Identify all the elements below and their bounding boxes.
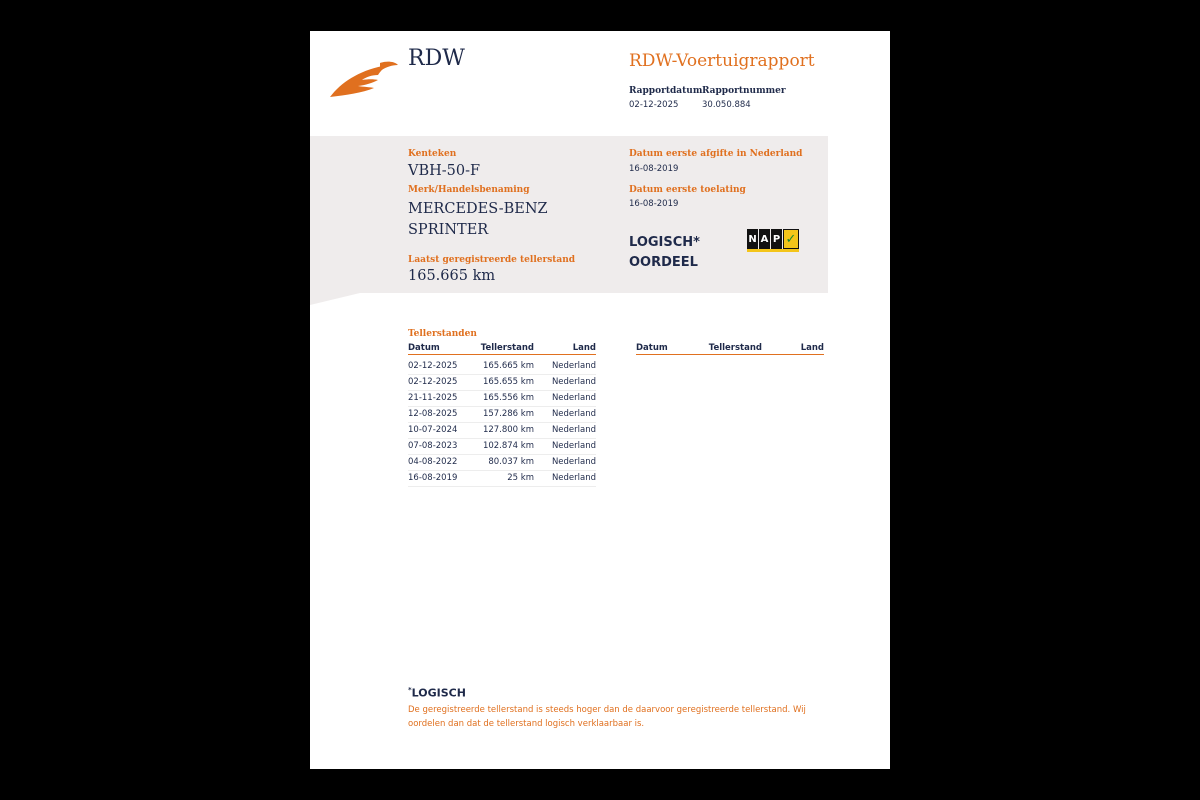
column-header-date: Datum — [408, 343, 440, 353]
reading-country: Nederland — [551, 473, 596, 483]
brand-name: RDW — [408, 46, 465, 71]
brand-label: Merk/Handelsbenaming — [408, 185, 530, 195]
footnote-marker: * — [408, 686, 412, 694]
nap-letter-n: N — [747, 229, 758, 249]
reading-odometer: 102.874 km — [482, 441, 534, 451]
column-header-country: Land — [572, 343, 596, 353]
table-row — [408, 423, 596, 439]
reading-date: 21-11-2025 — [408, 393, 458, 403]
reading-country: Nederland — [551, 393, 596, 403]
checkmark-icon: ✓ — [783, 229, 799, 249]
first-issue-value: 16-08-2019 — [629, 164, 679, 174]
table-header — [408, 343, 596, 355]
report-date-label: Rapportdatum — [629, 86, 703, 96]
report-date: 02-12-2025 — [629, 100, 679, 110]
reading-odometer: 165.665 km — [482, 361, 534, 371]
table-row — [408, 391, 596, 407]
brand-line-2: SPRINTER — [408, 222, 489, 238]
column-header-date: Datum — [636, 343, 668, 353]
first-admission-label: Datum eerste toelating — [629, 185, 746, 195]
nap-logo — [747, 229, 799, 252]
brand-line-1: MERCEDES-BENZ — [408, 201, 548, 217]
readings-table-left — [408, 343, 596, 487]
reading-odometer: 157.286 km — [482, 409, 534, 419]
reading-country: Nederland — [551, 425, 596, 435]
readings-section-title: Tellerstanden — [408, 329, 477, 339]
rdw-logo-icon — [328, 59, 400, 99]
reading-date: 12-08-2025 — [408, 409, 458, 419]
footnote-text: De geregistreerde tellerstand is steeds hoger dan de daarvoor geregistreerde tellerstand. Wij oordelen dan dat de tellerstand logisch verklaarbaar is. — [408, 705, 806, 729]
report-number: 30.050.884 — [702, 100, 751, 110]
reading-country: Nederland — [551, 409, 596, 419]
reading-date: 16-08-2019 — [408, 473, 458, 483]
reading-odometer: 165.655 km — [482, 377, 534, 387]
first-issue-label: Datum eerste afgifte in Nederland — [629, 149, 803, 159]
footnote-title-text: LOGISCH — [411, 686, 466, 700]
nap-letter-p: P — [771, 229, 782, 249]
column-header-country: Land — [800, 343, 824, 353]
reading-odometer: 25 km — [507, 473, 534, 483]
table-row — [408, 455, 596, 471]
report-title: RDW-Voertuigrapport — [629, 51, 815, 71]
column-header-odometer: Tellerstand — [708, 343, 762, 353]
reading-date: 04-08-2022 — [408, 457, 458, 467]
table-header — [636, 343, 824, 355]
report-page — [310, 31, 890, 769]
odometer-label: Laatst geregistreerde tellerstand — [408, 255, 576, 265]
verdict-line-2: OORDEEL — [629, 255, 698, 270]
reading-country: Nederland — [551, 457, 596, 467]
reading-date: 02-12-2025 — [408, 377, 458, 387]
band-notch — [310, 293, 360, 305]
nap-letter-a: A — [759, 229, 770, 249]
reading-date: 10-07-2024 — [408, 425, 458, 435]
reading-country: Nederland — [551, 441, 596, 451]
reading-date: 02-12-2025 — [408, 361, 458, 371]
table-row — [408, 375, 596, 391]
readings-table-right — [636, 343, 824, 355]
column-header-odometer: Tellerstand — [480, 343, 534, 353]
verdict-line-1: LOGISCH* — [629, 235, 700, 250]
footnote-title — [408, 686, 466, 700]
reading-country: Nederland — [551, 361, 596, 371]
first-admission-value: 16-08-2019 — [629, 199, 679, 209]
odometer-verdict — [629, 233, 700, 273]
odometer-value: 165.665 km — [408, 268, 496, 284]
table-row — [408, 439, 596, 455]
reading-odometer: 165.556 km — [482, 393, 534, 403]
table-row — [408, 359, 596, 375]
reading-date: 07-08-2023 — [408, 441, 458, 451]
report-number-label: Rapportnummer — [702, 86, 786, 96]
reading-odometer: 80.037 km — [488, 457, 534, 467]
plate-label: Kenteken — [408, 149, 457, 159]
plate-value: VBH-50-F — [408, 163, 481, 179]
table-row — [408, 471, 596, 487]
reading-country: Nederland — [551, 377, 596, 387]
reading-odometer: 127.800 km — [482, 425, 534, 435]
table-row — [408, 407, 596, 423]
vehicle-summary-band — [310, 136, 828, 293]
